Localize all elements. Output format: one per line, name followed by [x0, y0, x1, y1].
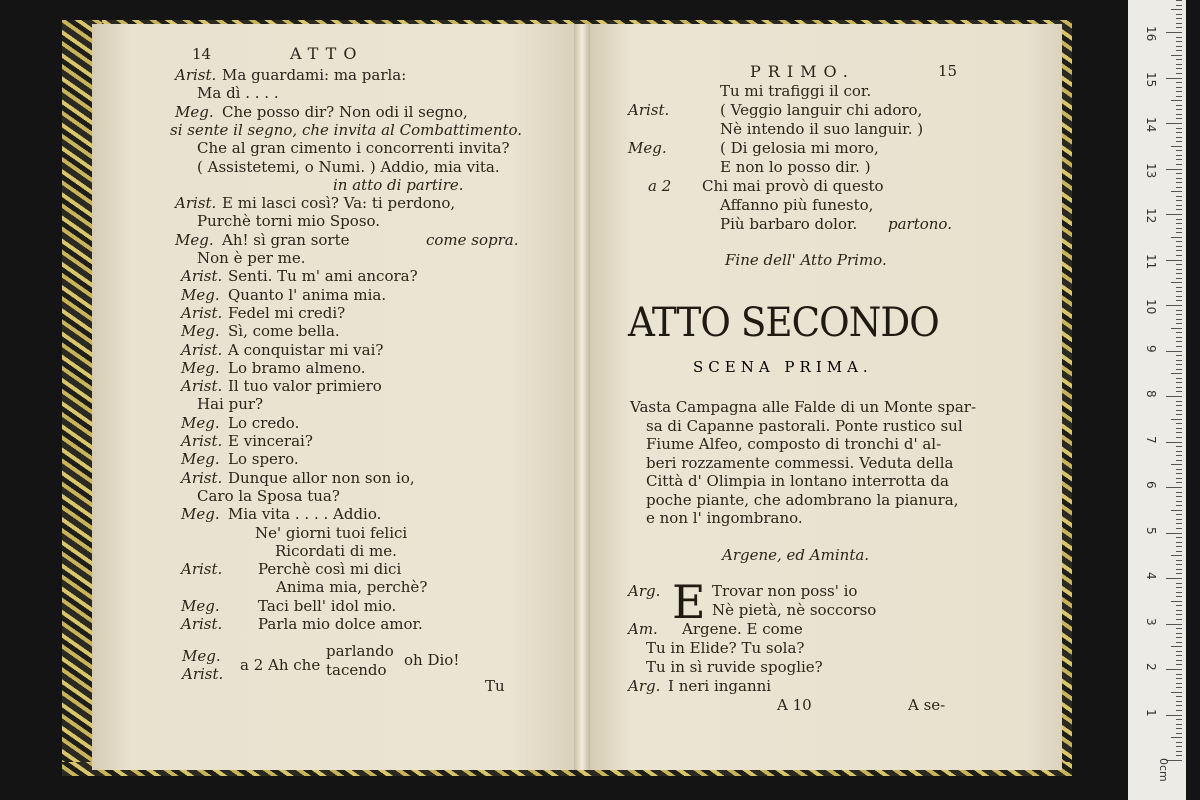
ruler-tick — [1176, 410, 1182, 411]
ruler-tick — [1176, 546, 1182, 547]
ruler-tick — [1176, 505, 1182, 506]
ruler-tick — [1176, 128, 1182, 129]
ruler-tick — [1176, 118, 1182, 119]
ruler-tick — [1176, 446, 1182, 447]
ruler-unit: 0cm — [1157, 758, 1170, 782]
ruler-number: 14 — [1144, 117, 1158, 133]
speaker-label: Arist. — [181, 303, 223, 322]
duet-end: oh Dio! — [404, 651, 460, 669]
verse-line: Perchè così mi dici — [258, 560, 402, 579]
ruler-tick — [1176, 223, 1182, 224]
speaker-label: Arist. — [181, 468, 223, 487]
ruler-tick — [1176, 241, 1182, 242]
ruler-tick — [1176, 746, 1182, 747]
ruler-tick — [1176, 537, 1182, 538]
verse-line: E non lo posso dir. ) — [720, 158, 871, 176]
signature-mark: A 10 — [777, 696, 812, 714]
ruler-tick — [1176, 378, 1182, 379]
ruler-tick — [1171, 373, 1182, 374]
ruler-tick — [1176, 728, 1182, 729]
verse-line: Non è per me. — [197, 249, 306, 267]
ruler-tick — [1176, 300, 1182, 301]
ruler-tick — [1176, 23, 1182, 24]
ruler-tick — [1176, 637, 1182, 638]
ruler-tick — [1176, 205, 1182, 206]
ruler-tick — [1171, 191, 1182, 192]
ruler-tick — [1166, 487, 1182, 488]
left-catchword: Tu — [485, 677, 505, 695]
speaker-label: a 2 — [648, 177, 672, 195]
verse-line: Purchè torni mio Sposo. — [197, 212, 381, 231]
speaker-label: Arist. — [181, 432, 223, 450]
ruler-tick — [1176, 382, 1182, 383]
ruler-tick — [1176, 96, 1182, 97]
ruler-tick — [1176, 710, 1182, 711]
ruler-tick — [1176, 705, 1182, 706]
ruler-tick — [1171, 237, 1182, 238]
ruler-tick — [1176, 701, 1182, 702]
ruler-number: 7 — [1144, 435, 1158, 444]
ruler-tick — [1176, 583, 1182, 584]
ruler-tick — [1176, 187, 1182, 188]
right-running-head: PRIMO. — [750, 62, 855, 81]
ruler-tick — [1176, 569, 1182, 570]
ruler-tick — [1176, 542, 1182, 543]
ruler-tick — [1176, 159, 1182, 160]
ruler-tick — [1176, 687, 1182, 688]
ruler-tick — [1176, 751, 1182, 752]
ruler-tick — [1176, 14, 1182, 15]
ruler-tick — [1176, 41, 1182, 42]
ruler-tick — [1176, 164, 1182, 165]
speaker-label: Arg. — [628, 582, 661, 600]
ruler-tick — [1171, 419, 1182, 420]
ruler-tick — [1166, 169, 1182, 170]
verse-line: ( Assistetemi, o Numi. ) Addio, mia vita. — [197, 157, 500, 176]
ruler-tick — [1176, 492, 1182, 493]
ruler-tick — [1166, 32, 1182, 33]
verse-line: Ricordati di me. — [275, 541, 397, 560]
speaker-label: Arg. — [628, 677, 661, 695]
duet-speaker-2: Arist. — [182, 665, 224, 683]
speaker-label: Am. — [628, 620, 658, 638]
ruler-tick — [1176, 364, 1182, 365]
ruler-tick — [1176, 437, 1182, 438]
verse-line: Lo bramo almeno. — [228, 358, 366, 377]
ruler-tick — [1176, 596, 1182, 597]
ruler-tick — [1176, 341, 1182, 342]
verse-line: E mi lasci così? Va: ti perdono, — [222, 194, 456, 213]
ruler-tick — [1176, 0, 1182, 1]
verse-line: Caro la Sposa tua? — [197, 486, 340, 505]
ruler-tick — [1166, 578, 1182, 579]
ruler-tick — [1166, 123, 1182, 124]
ruler-number: 15 — [1144, 71, 1158, 87]
verse-line: I neri inganni — [668, 677, 772, 695]
ruler-tick — [1171, 100, 1182, 101]
verse-line: Tu in sì ruvide spoglie? — [646, 658, 823, 676]
ruler-tick — [1176, 482, 1182, 483]
stage-direction: partono. — [888, 215, 952, 233]
ruler-tick — [1166, 442, 1182, 443]
act-title: ATTO SECONDO — [628, 300, 939, 346]
verse-line: Parla mio dolce amor. — [258, 615, 423, 633]
verse-line: Nè pietà, nè soccorso — [712, 601, 877, 619]
ruler-tick — [1176, 209, 1182, 210]
ruler-tick — [1176, 560, 1182, 561]
ruler-tick — [1176, 405, 1182, 406]
ruler-tick — [1176, 109, 1182, 110]
verse-line: Che posso dir? Non odi il segno, — [222, 102, 468, 121]
verse-line: ( Veggio languir chi adoro, — [720, 101, 923, 119]
ruler-tick — [1176, 200, 1182, 201]
ruler-tick — [1176, 655, 1182, 656]
characters-line: Argene, ed Aminta. — [722, 546, 870, 564]
ruler-tick — [1176, 610, 1182, 611]
verse-line: Il tuo valor primiero — [228, 377, 382, 396]
verse-line: Chi mai provò di questo — [702, 177, 884, 195]
ruler-tick — [1176, 264, 1182, 265]
ruler-tick — [1171, 601, 1182, 602]
speaker-label: Arist. — [628, 101, 670, 119]
ruler-tick — [1176, 414, 1182, 415]
ruler-tick — [1166, 715, 1182, 716]
ruler-tick — [1176, 592, 1182, 593]
verse-line: Senti. Tu m' ami ancora? — [228, 267, 418, 286]
ruler-tick — [1176, 250, 1182, 251]
ruler-tick — [1176, 719, 1182, 720]
speaker-label: Arist. — [181, 377, 223, 396]
ruler-tick — [1176, 564, 1182, 565]
ruler-tick — [1176, 724, 1182, 725]
ruler-tick — [1176, 155, 1182, 156]
verse-line: Lo spero. — [228, 450, 299, 469]
ruler-tick — [1176, 346, 1182, 347]
verse-line: Lo credo. — [228, 413, 300, 432]
ruler-tick — [1176, 310, 1182, 311]
setting-line: Vasta Campagna alle Falde di un Monte spar- — [630, 398, 977, 416]
drop-cap: E — [672, 575, 706, 629]
ruler-tick — [1176, 614, 1182, 615]
ruler-tick — [1176, 664, 1182, 665]
speaker-label: Arist. — [181, 340, 223, 359]
setting-line: Città d' Olimpia in lontano interrotta da — [646, 472, 949, 490]
speaker-label: Arist. — [175, 66, 217, 84]
ruler-number: 11 — [1144, 253, 1158, 269]
speaker-label: Arist. — [175, 194, 217, 213]
ruler-tick — [1171, 55, 1182, 56]
setting-line: e non l' ingombrano. — [646, 509, 803, 527]
ruler-tick — [1176, 296, 1182, 297]
ruler-tick — [1176, 674, 1182, 675]
speaker-label: Meg. — [181, 505, 220, 524]
setting-line: poche piante, che adombrano la pianura, — [646, 490, 959, 509]
ruler-tick — [1166, 351, 1182, 352]
ruler-tick — [1176, 173, 1182, 174]
ruler-tick — [1171, 9, 1182, 10]
setting-line: Fiume Alfeo, composto di tronchi d' al- — [646, 435, 942, 453]
ruler-tick — [1176, 360, 1182, 361]
ruler-tick — [1176, 514, 1182, 515]
ruler-tick — [1176, 255, 1182, 256]
ruler-tick — [1176, 501, 1182, 502]
verse-line: Fedel mi credi? — [228, 303, 346, 322]
verse-line: si sente il segno, che invita al Combattimento. — [170, 120, 523, 139]
ruler-number: 6 — [1144, 481, 1158, 489]
ruler-number: 12 — [1144, 208, 1158, 224]
ruler-number: 8 — [1144, 390, 1158, 398]
ruler-tick — [1166, 624, 1182, 625]
ruler-tick — [1176, 478, 1182, 479]
verse-line: Dunque allor non son io, — [228, 468, 415, 487]
ruler-tick — [1176, 369, 1182, 370]
ruler-tick — [1176, 496, 1182, 497]
ruler-tick — [1176, 387, 1182, 388]
ruler-tick — [1176, 18, 1182, 19]
ruler-number: 5 — [1144, 526, 1158, 535]
ruler-tick — [1176, 523, 1182, 524]
ruler-tick — [1176, 182, 1182, 183]
ruler-tick — [1176, 319, 1182, 320]
verse-line: Più barbaro dolor. — [720, 215, 858, 233]
speaker-label: Arist. — [181, 267, 223, 286]
verse-line: E vincerai? — [228, 432, 313, 450]
ruler-tick — [1176, 46, 1182, 47]
speaker-label: Meg. — [181, 358, 220, 377]
left-page-number: 14 — [192, 45, 212, 63]
verse-line: Sì, come bella. — [228, 322, 340, 341]
verse-line: Ah! sì gran sorte — [222, 230, 350, 249]
ruler-tick — [1176, 228, 1182, 229]
ruler-tick — [1176, 246, 1182, 247]
verse-line: Ma guardami: ma parla: — [222, 66, 407, 84]
ruler-tick — [1176, 551, 1182, 552]
fine-atto-primo: Fine dell' Atto Primo. — [725, 251, 887, 269]
verse-line: Argene. E come — [682, 620, 803, 638]
verse-line: Trovar non poss' io — [712, 582, 858, 600]
duet-bottom-word: tacendo — [326, 661, 387, 679]
speaker-label: Arist. — [181, 560, 223, 579]
ruler-tick — [1176, 460, 1182, 461]
speaker-label: Meg. — [181, 322, 220, 341]
ruler-tick — [1166, 396, 1182, 397]
duet-top-word: parlando — [326, 642, 394, 660]
ruler-tick — [1171, 692, 1182, 693]
verse-line: in atto di partire. — [333, 175, 464, 194]
ruler-tick — [1176, 278, 1182, 279]
ruler-tick — [1176, 27, 1182, 28]
verse-line: Tu mi trafiggi il cor. — [720, 82, 872, 100]
ruler-tick — [1176, 137, 1182, 138]
ruler-tick — [1176, 642, 1182, 643]
speaker-label: Meg. — [181, 413, 220, 432]
left-running-head: ATTO — [290, 44, 364, 63]
speaker-label: Meg. — [175, 102, 214, 121]
ruler-tick — [1176, 323, 1182, 324]
ruler-tick — [1166, 214, 1182, 215]
setting-line: beri rozzamente commessi. Veduta della — [646, 453, 954, 472]
ruler-tick — [1176, 64, 1182, 65]
ruler-tick — [1171, 282, 1182, 283]
speaker-label: Meg. — [181, 285, 220, 304]
ruler-tick — [1176, 5, 1182, 6]
ruler-tick — [1176, 68, 1182, 69]
verse-line: Quanto l' anima mia. — [228, 285, 387, 304]
ruler-number: 2 — [1144, 663, 1158, 671]
ruler-tick — [1176, 114, 1182, 115]
ruler-tick — [1176, 428, 1182, 429]
ruler-tick — [1176, 605, 1182, 606]
stage-direction: come sopra. — [426, 230, 519, 249]
speaker-label: Meg. — [628, 139, 667, 157]
ruler-tick — [1176, 314, 1182, 315]
ruler-tick — [1176, 651, 1182, 652]
scene-title: SCENA PRIMA. — [693, 358, 873, 376]
ruler-tick — [1176, 587, 1182, 588]
verse-line: Nè intendo il suo languir. ) — [720, 120, 924, 138]
ruler-tick — [1166, 305, 1182, 306]
speaker-label: Meg. — [181, 450, 220, 469]
ruler-tick — [1176, 59, 1182, 60]
ruler-number: 9 — [1144, 344, 1158, 353]
verse-line: Taci bell' idol mio. — [258, 596, 397, 615]
ruler-tick — [1176, 473, 1182, 474]
ruler-tick — [1171, 328, 1182, 329]
ruler-tick — [1166, 260, 1182, 261]
ruler-tick — [1176, 451, 1182, 452]
right-catchword: A se- — [908, 696, 946, 714]
ruler-number: 4 — [1144, 572, 1158, 580]
verse-line: Mia vita . . . . Addio. — [228, 505, 382, 524]
ruler-tick — [1176, 391, 1182, 392]
ruler-tick — [1176, 519, 1182, 520]
ruler-tick — [1176, 91, 1182, 92]
ruler-tick — [1176, 423, 1182, 424]
speaker-label: Meg. — [181, 596, 220, 615]
ruler-tick — [1166, 669, 1182, 670]
ruler-tick — [1176, 432, 1182, 433]
ruler-tick — [1176, 269, 1182, 270]
verse-line: ( Di gelosia mi moro, — [720, 139, 879, 157]
ruler-tick — [1176, 696, 1182, 697]
verse-line: Ne' giorni tuoi felici — [255, 523, 408, 542]
verse-line: Tu in Elide? Tu sola? — [646, 639, 805, 657]
ruler-tick — [1176, 105, 1182, 106]
ruler-tick — [1176, 337, 1182, 338]
ruler-tick — [1171, 464, 1182, 465]
verse-line: Affanno più funesto, — [720, 196, 874, 214]
ruler-tick — [1176, 219, 1182, 220]
verse-line: Hai pur? — [197, 395, 264, 414]
ruler-tick — [1176, 733, 1182, 734]
ruler-tick — [1176, 660, 1182, 661]
verse-line: A conquistar mi vai? — [228, 340, 384, 359]
ruler-tick — [1171, 737, 1182, 738]
ruler-number: 10 — [1144, 299, 1158, 315]
ruler-tick — [1176, 82, 1182, 83]
ruler-number: 13 — [1144, 162, 1158, 178]
ruler-tick — [1176, 619, 1182, 620]
ruler-number: 16 — [1144, 26, 1158, 42]
ruler-tick — [1176, 742, 1182, 743]
ruler-tick — [1176, 628, 1182, 629]
ruler-tick — [1176, 73, 1182, 74]
ruler-tick — [1176, 633, 1182, 634]
ruler-tick — [1176, 455, 1182, 456]
ruler-tick — [1176, 150, 1182, 151]
ruler-tick — [1176, 132, 1182, 133]
ruler-number: 3 — [1144, 617, 1158, 626]
speaker-label: Meg. — [175, 230, 214, 249]
ruler-tick — [1176, 196, 1182, 197]
book-gutter — [574, 24, 590, 770]
ruler-tick — [1176, 678, 1182, 679]
ruler-tick — [1166, 78, 1182, 79]
ruler-tick — [1176, 37, 1182, 38]
ruler-tick — [1176, 287, 1182, 288]
ruler-tick — [1176, 528, 1182, 529]
ruler-tick — [1176, 755, 1182, 756]
ruler-tick — [1176, 178, 1182, 179]
ruler-tick — [1176, 232, 1182, 233]
ruler-tick — [1176, 87, 1182, 88]
ruler-tick — [1166, 533, 1182, 534]
right-page-number: 15 — [938, 62, 958, 80]
ruler-tick — [1171, 555, 1182, 556]
setting-line: sa di Capanne pastorali. Ponte rustico sul — [646, 416, 963, 435]
verse-line: Ma dì . . . . — [197, 84, 279, 103]
ruler-tick — [1171, 146, 1182, 147]
speaker-label: Arist. — [181, 615, 223, 633]
ruler-tick — [1176, 683, 1182, 684]
ruler-tick — [1176, 332, 1182, 333]
duet-a2: a 2 Ah che — [240, 656, 321, 674]
duet-speaker-1: Meg. — [182, 647, 221, 665]
ruler-tick — [1176, 141, 1182, 142]
ruler-number: 1 — [1144, 708, 1158, 717]
ruler-tick — [1176, 273, 1182, 274]
verse-line: Che al gran cimento i concorrenti invita? — [197, 139, 510, 158]
ruler-tick — [1176, 573, 1182, 574]
ruler-tick — [1171, 646, 1182, 647]
ruler-tick — [1176, 291, 1182, 292]
ruler-tick — [1171, 510, 1182, 511]
ruler-tick — [1176, 355, 1182, 356]
ruler-tick — [1176, 401, 1182, 402]
verse-line: Anima mia, perchè? — [276, 578, 428, 597]
ruler-tick — [1176, 469, 1182, 470]
ruler-tick — [1176, 50, 1182, 51]
